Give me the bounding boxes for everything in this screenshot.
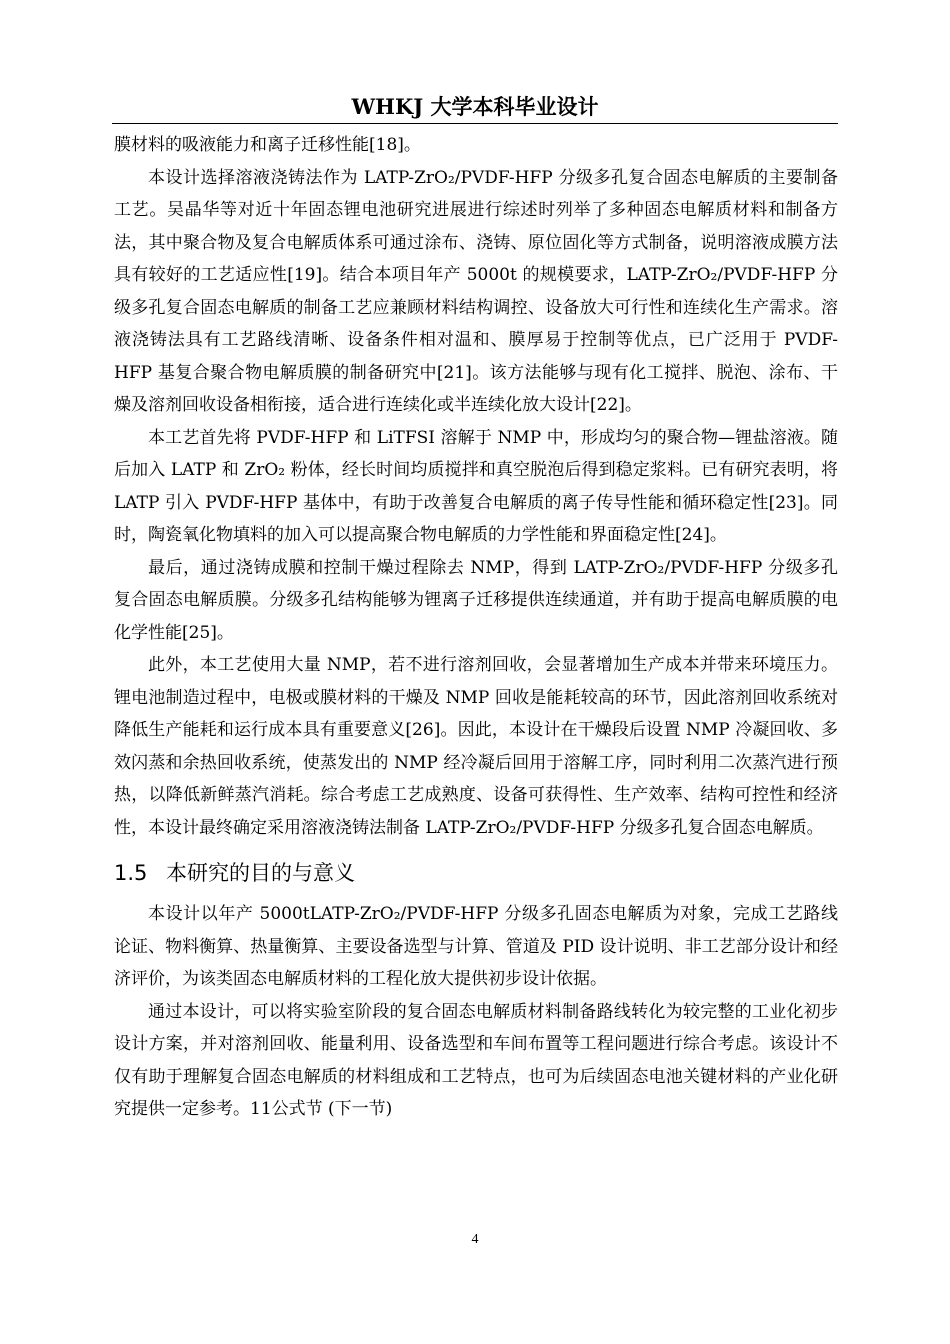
paragraph: 膜材料的吸液能力和离子迁移性能[18]。: [114, 135, 421, 155]
paragraph: 通过本设计，可以将实验室阶段的复合固态电解质材料制备路线转化为较完整的工业化初步设计方案，并对溶剂回收、能量利用、设备选型和车间布置等工程问题进行综合考虑。该设计不仅有助于理解复合固态电解质的材料组成和工艺特点，也可为后续固态电池关键材料的产业化研究提供一定参考。11公式节 (下一节): [114, 1001, 838, 1119]
header-rule: [112, 123, 838, 124]
paragraph: 此外，本工艺使用大量 NMP，若不进行溶剂回收，会显著增加生产成本并带来环境压力。锂电池制造过程中，电极或膜材料的干燥及 NMP 回收是能耗较高的环节，因此溶剂回收系统对降低生产能耗和运行成本具有重要意义[26]。因此，本设计在干燥段后设置 NMP 冷凝回收、多效闪蒸和余热回收系统，使蒸发出的 NMP 经冷凝后回用于溶解工序，同时利用二次蒸汽进行预热，以降低新鲜蒸汽消耗。综合考虑工艺成熟度、设备可获得性、生产效率、结构可控性和经济性，本设计最终确定采用溶液浇铸法制备 LATP-ZrO₂/PVDF-HFP 分级多孔复合固态电解质。: [114, 655, 838, 838]
section-number: 1.5: [114, 861, 148, 885]
paragraph: 本工艺首先将 PVDF-HFP 和 LiTFSI 溶解于 NMP 中，形成均匀的聚合物—锂盐溶液。随后加入 LATP 和 ZrO₂ 粉体，经长时间均质搅拌和真空脱泡后得到稳定浆料。已有研究表明，将 LATP 引入 PVDF-HFP 基体中，有助于改善复合电解质的离子传导性能和循环稳定性[23]。同时，陶瓷氧化物填料的加入可以提高聚合物电解质的力学性能和界面稳定性[24]。: [114, 427, 838, 545]
paragraph: 最后，通过浇铸成膜和控制干燥过程除去 NMP，得到 LATP-ZrO₂/PVDF-HFP 分级多孔复合固态电解质膜。分级多孔结构能够为锂离子迁移提供连续通道，并有助于提高电解质膜的电化学性能[25]。: [114, 557, 838, 643]
section-heading: [114, 858, 838, 888]
running-header: WHKJ 大学本科毕业设计: [351, 94, 599, 119]
page-number: 4: [471, 1232, 479, 1247]
body-text: [114, 129, 838, 1126]
paragraph: 本设计以年产 5000tLATP-ZrO₂/PVDF-HFP 分级多孔固态电解质为对象，完成工艺路线论证、物料衡算、热量衡算、主要设备选型与计算、管道及 PID 设计说明、非工艺部分设计和经济评价，为该类固态电解质材料的工程化放大提供初步设计依据。: [114, 904, 838, 989]
paragraph: 本设计选择溶液浇铸法作为 LATP-ZrO₂/PVDF-HFP 分级多孔复合固态电解质的主要制备工艺。吴晶华等对近十年固态锂电池研究进展进行综述时列举了多种固态电解质材料和制备方法，其中聚合物及复合电解质体系可通过涂布、浇铸、原位固化等方式制备，说明溶液成膜方法具有较好的工艺适应性[19]。结合本项目年产 5000t 的规模要求，LATP-ZrO₂/PVDF-HFP 分级多孔复合固态电解质的制备工艺应兼顾材料结构调控、设备放大可行性和连续化生产需求。溶液浇铸法具有工艺路线清晰、设备条件相对温和、膜厚易于控制等优点，已广泛用于 PVDF-HFP 基复合聚合物电解质膜的制备研究中[21]。该方法能够与现有化工搅拌、脱泡、涂布、干燥及溶剂回收设备相衔接，适合进行连续化或半连续化放大设计[22]。: [114, 167, 838, 415]
section-title: 本研究的目的与意义: [166, 861, 355, 885]
